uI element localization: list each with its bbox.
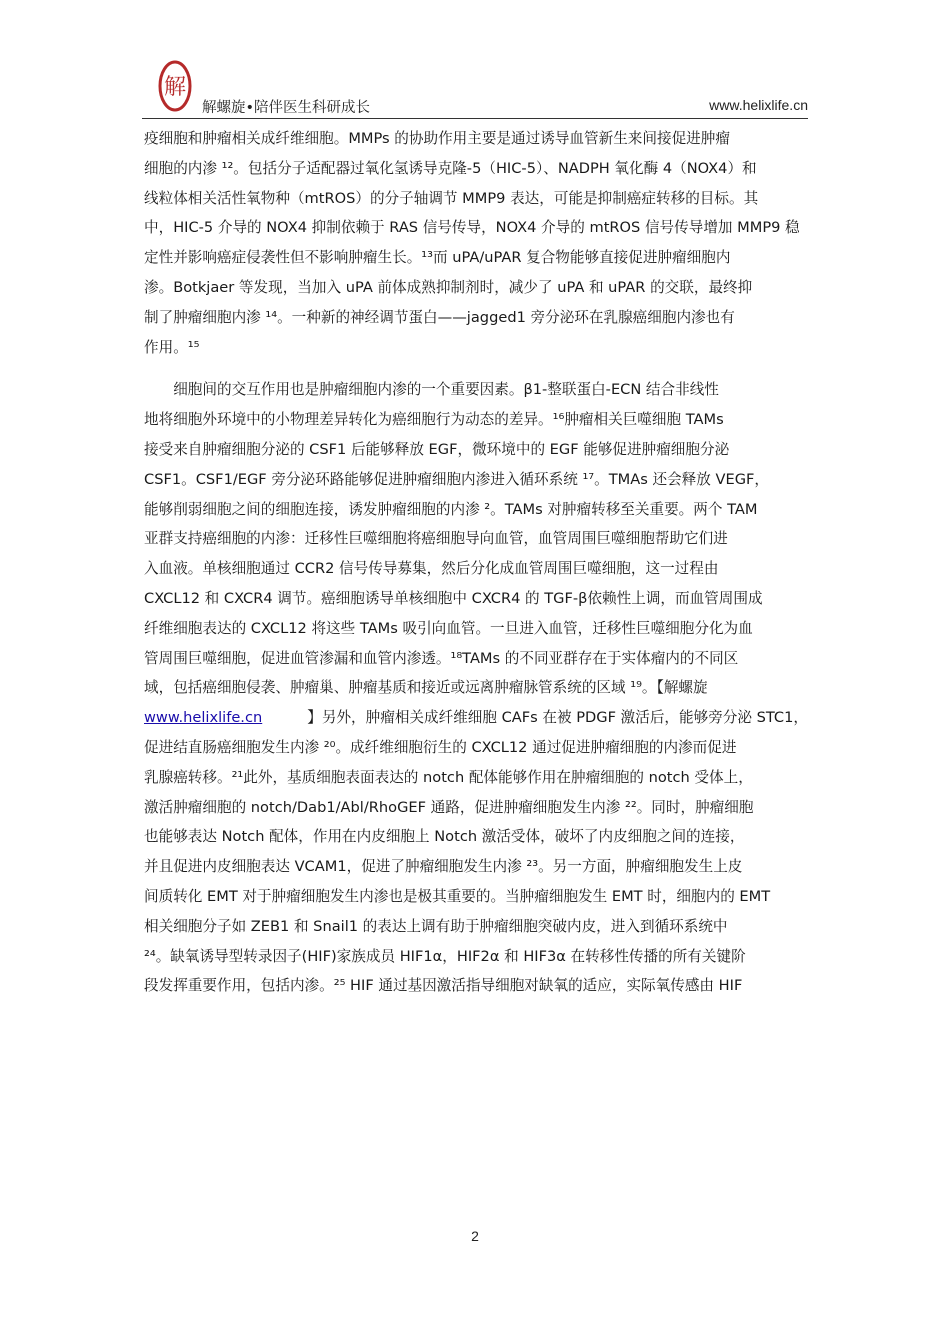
text-line: 渗。Botkjaer 等发现，当加入 uPA 前体成熟抑制剂时，减少了 uPA 和 uPAR 的交联，最终抑 (144, 278, 753, 296)
text-line: 间质转化 EMT 对于肿瘤细胞发生内渗也是极其重要的。当肿瘤细胞发生 EMT 时，细胞内的 EMT (144, 887, 771, 905)
text-line: CSF1。CSF1/EGF 旁分泌环路能够促进肿瘤细胞内渗进入循环系统 ¹⁷。TMAs 还会释放 VEGF， (144, 470, 769, 488)
text-line: 也能够表达 Notch 配体，作用在内皮细胞上 Notch 激活受体，破坏了内皮细胞之间的连接， (144, 828, 745, 846)
text-line: 中，HIC-5 介导的 NOX4 抑制依赖于 RAS 信号传导，NOX4 介导的 mtROS 信号传导增加 MMP9 稳 (144, 219, 800, 237)
text-line: 能够削弱细胞之间的细胞连接，诱发肿瘤细胞的内渗 ²。TAMs 对肿瘤转移至关重要。两个 TAM (144, 500, 758, 518)
page-number: 2 (471, 1228, 479, 1244)
text-line: 接受来自肿瘤细胞分泌的 CSF1 后能够释放 EGF，微环境中的 EGF 能够促进肿瘤细胞分泌 (144, 440, 730, 458)
text-line: 纤维细胞表达的 CXCL12 将这些 TAMs 吸引向血管。一旦进入血管，迁移性巨噬细胞分化为血 (144, 619, 753, 637)
text-line: 相关细胞分子如 ZEB1 和 Snail1 的表达上调有助于肿瘤细胞突破内皮，进入到循环系统中 (144, 917, 728, 935)
text-line: 入血液。单核细胞通过 CCR2 信号传导募集，然后分化成血管周围巨噬细胞，这一过程由 (144, 560, 719, 578)
helixlife-link[interactable]: www.helixlife.cn (144, 709, 263, 727)
header-url[interactable]: www.helixlife.cn (709, 97, 808, 113)
text-line: 作用。¹⁵ (144, 338, 200, 356)
logo-icon (158, 60, 192, 112)
text-line: 管周围巨噬细胞，促进血管渗漏和血管内渗透。¹⁸TAMs 的不同亚群存在于实体瘤内的不同区 (144, 649, 739, 667)
text-line: 细胞的内渗 ¹²。包括分子适配器过氧化氢诱导克隆-5（HIC-5）、NADPH 氧化酶 4（NOX4）和 (144, 159, 757, 177)
body-text (144, 124, 808, 1001)
text-line: CXCL12 和 CXCR4 调节。癌细胞诱导单核细胞中 CXCR4 的 TGF-β依赖性上调，而血管周围成 (144, 589, 763, 607)
text-line: 疫细胞和肿瘤相关成纤维细胞。MMPs 的协助作用主要是通过诱导血管新生来间接促进肿瘤 (144, 130, 730, 147)
text-line: 地将细胞外环境中的小物理差异转化为癌细胞行为动态的差异。¹⁶肿瘤相关巨噬细胞 TAMs (144, 411, 724, 429)
logo-char: 解 (163, 75, 187, 100)
text-line: 线粒体相关活性氧物种（mtROS）的分子轴调节 MMP9 表达，可能是抑制癌症转移的目标。其 (144, 189, 759, 207)
text-line: 制了肿瘤细胞内渗 ¹⁴。一种新的神经调节蛋白——jagged1 旁分泌环在乳腺癌细胞内渗也有 (144, 308, 735, 326)
text-line: 细胞间的交互作用也是肿瘤细胞内渗的一个重要因素。β1-整联蛋白-ECN 结合非线性 (144, 381, 719, 399)
text-line: 域，包括癌细胞侵袭、肿瘤巢、肿瘤基质和接近或远离肿瘤脉管系统的区域 ¹⁹。【解螺旋 (144, 679, 708, 697)
brand-text: 解螺旋•陪伴医生科研成长 (202, 100, 371, 116)
text-line: ²⁴。缺氧诱导型转录因子(HIF)家族成员 HIF1α，HIF2α 和 HIF3α 在转移性传播的所有关键阶 (144, 947, 746, 965)
link-line-rest: 】另外，肿瘤相关成纤维细胞 CAFs 在被 PDGF 激活后，能够旁分泌 STC1， (307, 709, 808, 727)
header-rule (142, 118, 808, 119)
text-line: 激活肿瘤细胞的 notch/Dab1/Abl/RhoGEF 通路，促进肿瘤细胞发生内渗 ²²。同时，肿瘤细胞 (144, 798, 754, 816)
text-line: 促进结直肠癌细胞发生内渗 ²⁰。成纤维细胞衍生的 CXCL12 通过促进肿瘤细胞的内渗而促进 (144, 738, 737, 756)
text-line: 段发挥重要作用，包括内渗。²⁵ HIF 通过基因激活指导细胞对缺氧的适应，实际氧传感由 HIF (144, 977, 743, 995)
text-line: 亚群支持癌细胞的内渗：迁移性巨噬细胞将癌细胞导向血管，血管周围巨噬细胞帮助它们进 (144, 530, 728, 548)
page-header (142, 60, 808, 118)
text-line: 并且促进内皮细胞表达 VCAM1，促进了肿瘤细胞发生内渗 ²³。另一方面，肿瘤细胞发生上皮 (144, 858, 743, 876)
text-line-with-link (144, 703, 808, 733)
text-line: 定性并影响癌症侵袭性但不影响肿瘤生长。¹³而 uPA/uPAR 复合物能够直接促进肿瘤细胞内 (144, 249, 731, 267)
text-line: 乳腺癌转移。²¹此外，基质细胞表面表达的 notch 配体能够作用在肿瘤细胞的 notch 受体上， (144, 768, 753, 786)
